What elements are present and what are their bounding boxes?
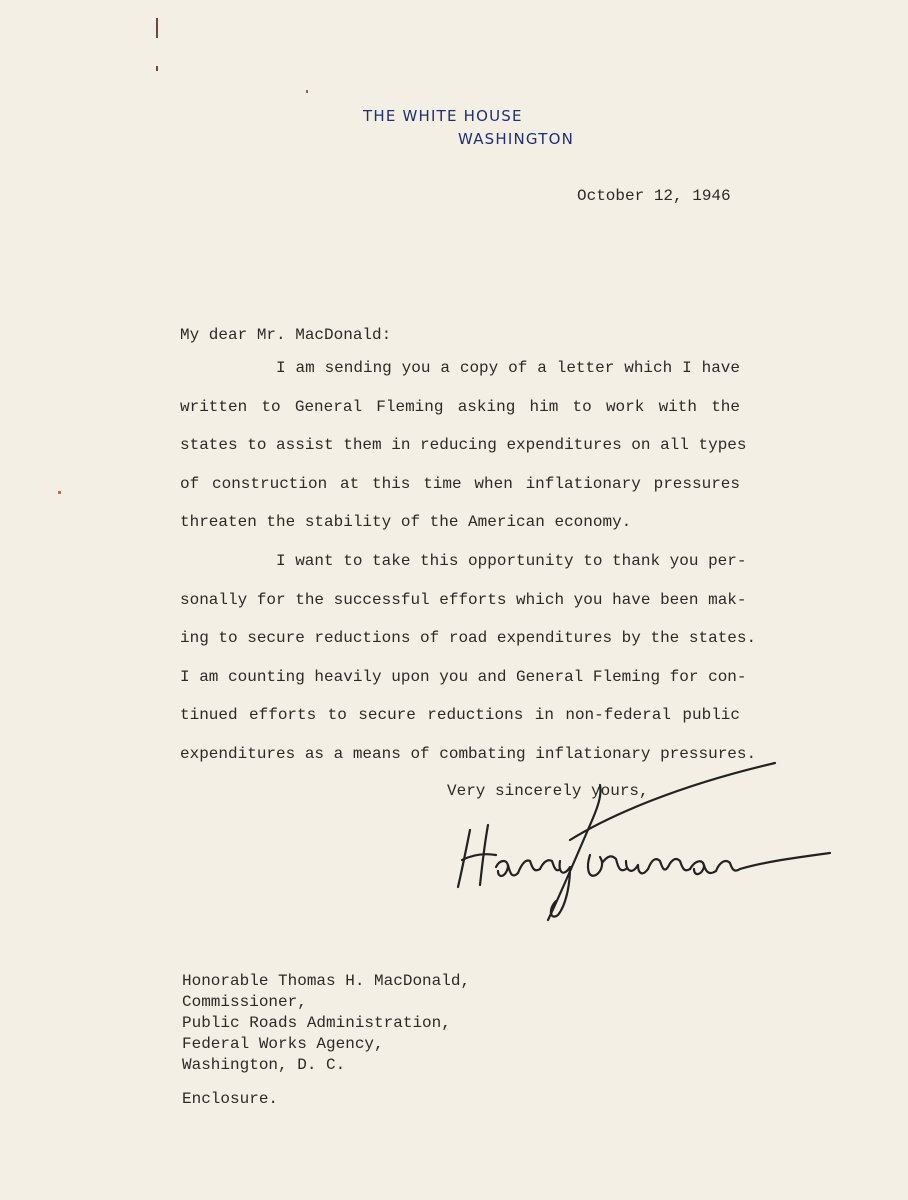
- enclosure-note: Enclosure.: [182, 1090, 279, 1108]
- body-line: I am sending you a copy of a letter which I have: [276, 359, 740, 377]
- body-line: I am counting heavily upon you and General Fleming for con-: [180, 667, 747, 686]
- handwritten-signature: [440, 755, 840, 935]
- letterhead-city: WASHINGTON: [458, 130, 574, 148]
- paper-mark: [156, 18, 158, 38]
- body-line: states to assist them in reducing expenditures on all types: [180, 436, 747, 454]
- addressee-line: Honorable Thomas H. MacDonald,: [182, 972, 471, 990]
- letter-date: October 12, 1946: [577, 187, 731, 205]
- addressee-line: Commissioner,: [182, 993, 307, 1011]
- addressee-line: Public Roads Administration,: [182, 1014, 451, 1032]
- complimentary-close: Very sincerely yours,: [447, 782, 649, 800]
- body-paragraph-1: [180, 358, 747, 551]
- paper-mark: [58, 491, 61, 494]
- body-line: written to General Fleming asking him to work with the: [180, 397, 740, 416]
- addressee-block: [182, 971, 470, 1076]
- body-line: sonally for the successful efforts which you have been mak-: [180, 590, 747, 609]
- paper-mark: [306, 90, 308, 93]
- body-paragraph-2: [180, 551, 757, 782]
- addressee-line: Washington, D. C.: [182, 1056, 346, 1074]
- letterhead-title: THE WHITE HOUSE: [363, 107, 523, 125]
- addressee-line: Federal Works Agency,: [182, 1035, 384, 1053]
- salutation: My dear Mr. MacDonald:: [180, 326, 392, 344]
- paper-mark: [156, 66, 158, 71]
- body-line: I want to take this opportunity to thank you per-: [276, 552, 747, 570]
- body-line: of construction at this time when inflationary pressures: [180, 474, 740, 493]
- body-line: threaten the stability of the American economy.: [180, 513, 632, 531]
- body-line: ing to secure reductions of road expenditures by the states.: [180, 629, 757, 647]
- body-line: expenditures as a means of combating inflationary pressures.: [180, 744, 757, 763]
- body-line: tinued efforts to secure reductions in non-federal public: [180, 706, 740, 724]
